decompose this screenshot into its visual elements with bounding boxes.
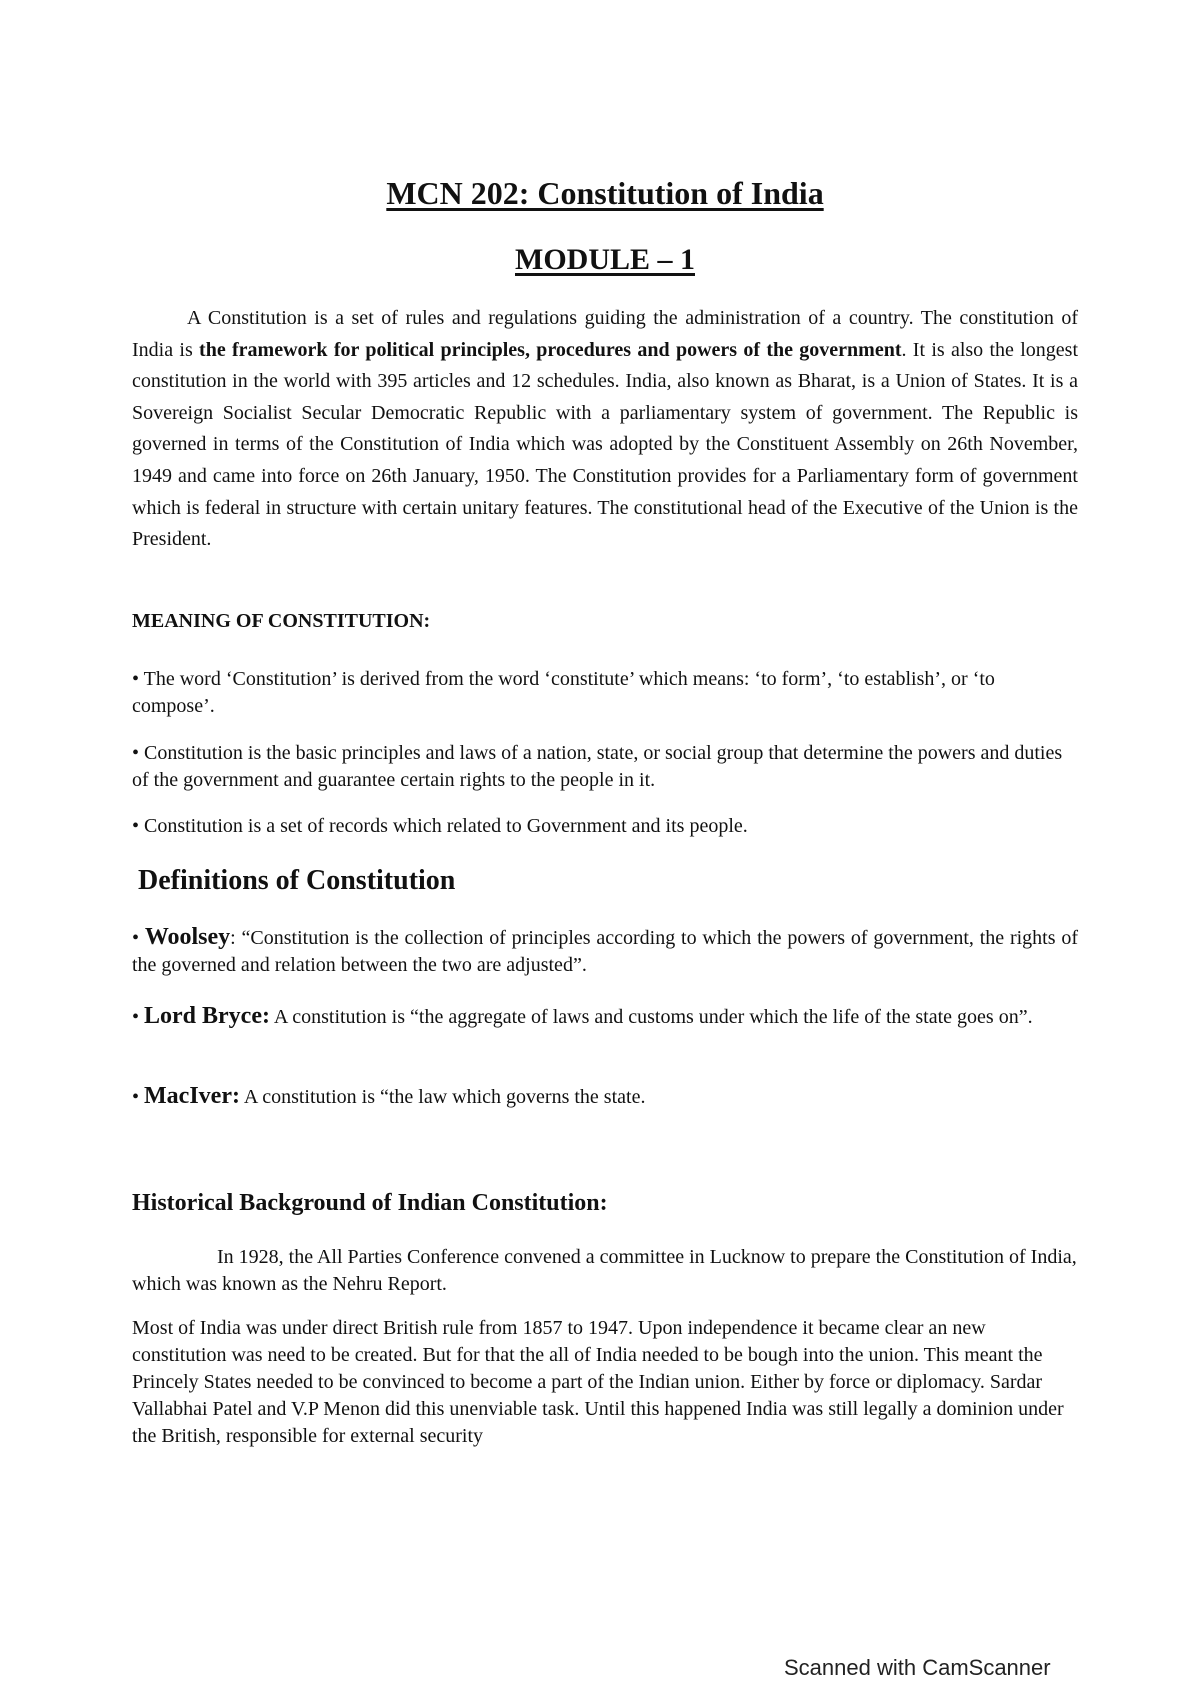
definition-item [132,1003,1078,1031]
definition-text: A constitution is “the law which governs the state. [239,1086,646,1108]
definition-item [132,924,1078,979]
history-heading: Historical Background of Indian Constitution: [132,1190,608,1216]
meaning-point: • The word ‘Constitution’ is derived from the word ‘constitute’ which means: ‘to form’, ‘to establish’, or ‘to compose’. [132,668,995,717]
intro-paragraph [132,303,1078,556]
module-heading: MODULE – 1 [515,243,695,276]
definitions-heading: Definitions of Constitution [138,865,456,896]
definition-term: Woolsey [144,924,231,950]
definition-text: A constitution is “the aggregate of laws and customs under which the life of the state goes on”. [269,1006,1033,1028]
definition-term: MacIver: [144,1083,240,1109]
definition-item [132,1083,1078,1111]
history-paragraph: In 1928, the All Parties Conference convened a committee in Lucknow to prepare the Constitution of India, which was known as the Nehru Report. [132,1246,1077,1295]
bullet: • [132,1086,145,1108]
meaning-point: • Constitution is the basic principles and laws of a nation, state, or social group that determine the powers and duties of the government and guarantee certain rights to the people in it. [132,742,1063,791]
scanner-watermark: Scanned with CamScanner [784,1655,1051,1680]
history-paragraph: Most of India was under direct British rule from 1857 to 1947. Upon independence it became clear an new constitution was need to be created. But for that the all of India needed to be bough into the union. This meant the Princely States needed to be convinced to become a part of the Indian union. Either by force or diplomacy. Sardar Vallabhai Patel and V.P Menon did this unenviable task. Until this happened India was still legally a dominion under the British, responsible for external security [132,1317,1064,1447]
intro-text-end: . It is also the longest constitution in the world with 395 articles and 12 schedules. India, also known as Bharat, is a Union of States. It is a Sovereign Socialist Secular Democratic Republic with a parliamentary system of government. The Republic is governed in terms of the Constitution of India which was adopted by the Constituent Assembly on 26th November, 1949 and came into force on 26th January, 1950. The Constitution provides for a Parliamentary form of government which is federal in structure with certain unitary features. The constitutional head of the Executive of the Union is the President. [132,338,1078,551]
meaning-heading: MEANING OF CONSTITUTION: [132,610,431,632]
intro-bold-text: the framework for political principles, procedures and powers of the government [199,338,902,361]
definition-text: : “Constitution is the collection of principles according to which the powers of government, the rights of the governed and relation between the two are adjusted”. [132,927,1078,976]
document-title: MCN 202: Constitution of India [386,175,824,211]
bullet: • [132,927,145,949]
intro-text-start: A Constitution is a set of rules and regulations guiding the administration of a country. The constitution of India is [132,307,1078,361]
bullet: • [132,1006,145,1028]
definition-term: Lord Bryce: [144,1003,270,1029]
meaning-point: • Constitution is a set of records which related to Government and its people. [132,815,748,837]
